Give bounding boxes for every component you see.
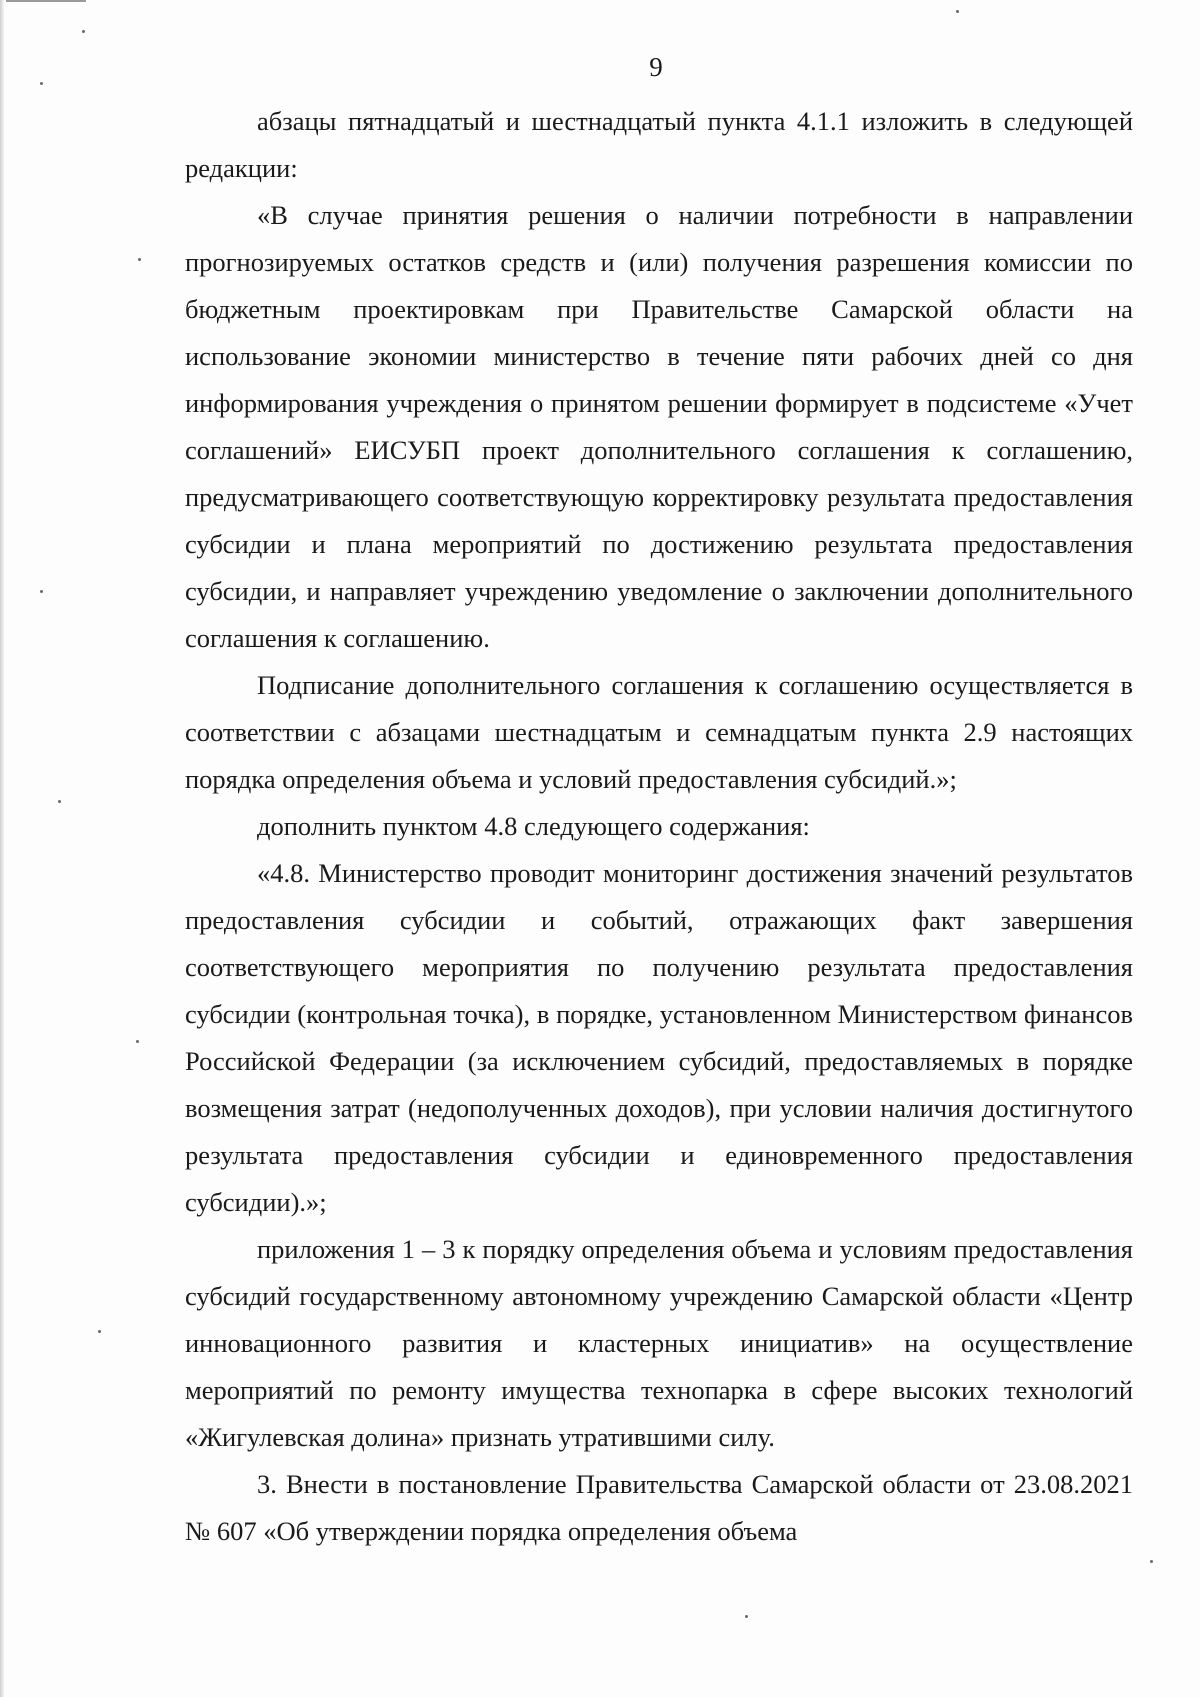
scan-speck xyxy=(745,1615,748,1618)
paragraph-1: абзацы пятнадцатый и шестнадцатый пункта 4.1.1 изложить в следующей редакции: xyxy=(185,106,1133,183)
scan-speck xyxy=(98,1330,101,1333)
paragraph-3: Подписание дополнительного соглашения к соглашению осуществляется в соответствии с абзацами шестнадцатым и семнадцатым пункта 2.9 настоящих порядка определения объема и условий предоставления субсидий.»; xyxy=(185,670,1133,794)
document-body xyxy=(185,98,1133,1555)
scan-speck xyxy=(40,590,43,593)
paragraph-2: «В случае принятия решения о наличии потребности в направлении прогнозируемых остатков средств и (или) получения разрешения комиссии по бюджетным проектировкам при Правительстве Самарской области на использование экономии министерство в течение пяти рабочих дней со дня информирования учреждения о принятом решении формирует в подсистеме «Учет соглашений» ЕИСУБП проект дополнительного соглашения к соглашению, предусматривающего соответствующую корректировку результата предоставления субсидии и плана мероприятий по достижению результата предоставления субсидии, и направляет учреждению уведомление о заключении дополнительного соглашения к соглашению. xyxy=(185,200,1133,653)
scan-speck xyxy=(138,258,141,261)
scan-corner-mark xyxy=(6,0,86,2)
scan-border xyxy=(0,0,4,1697)
scan-speck xyxy=(40,82,43,85)
paragraph-6: приложения 1 – 3 к порядку определения объема и условиям предоставления субсидий государственному автономному учреждению Самарской области «Центр инновационного развития и кластерных инициатив» на осуществление мероприятий по ремонту имущества технопарка в сфере высоких технологий «Жигулевская долина» признать утратившими силу. xyxy=(185,1234,1133,1452)
scan-speck xyxy=(58,800,61,803)
paragraph-5: «4.8. Министерство проводит мониторинг достижения значений результатов предоставления субсидии и событий, отражающих факт завершения соответствующего мероприятия по получению результата предоставления субсидии (контрольная точка), в порядке, установленном Министерством финансов Российской Федерации (за исключением субсидий, предоставляемых в порядке возмещения затрат (недополученных доходов), при условии наличия достигнутого результата предоставления субсидии и единовременного предоставления субсидии).»; xyxy=(185,858,1133,1217)
paragraph-7: 3. Внести в постановление Правительства Самарской области от 23.08.2021 № 607 «Об утверждении порядка определения объема xyxy=(185,1469,1133,1546)
scan-speck xyxy=(956,10,959,13)
paragraph-4: дополнить пунктом 4.8 следующего содержания: xyxy=(257,811,810,841)
scan-speck xyxy=(136,1040,139,1043)
page-number: 9 xyxy=(649,52,663,82)
scan-speck xyxy=(1150,1560,1153,1563)
scan-speck xyxy=(82,30,85,33)
